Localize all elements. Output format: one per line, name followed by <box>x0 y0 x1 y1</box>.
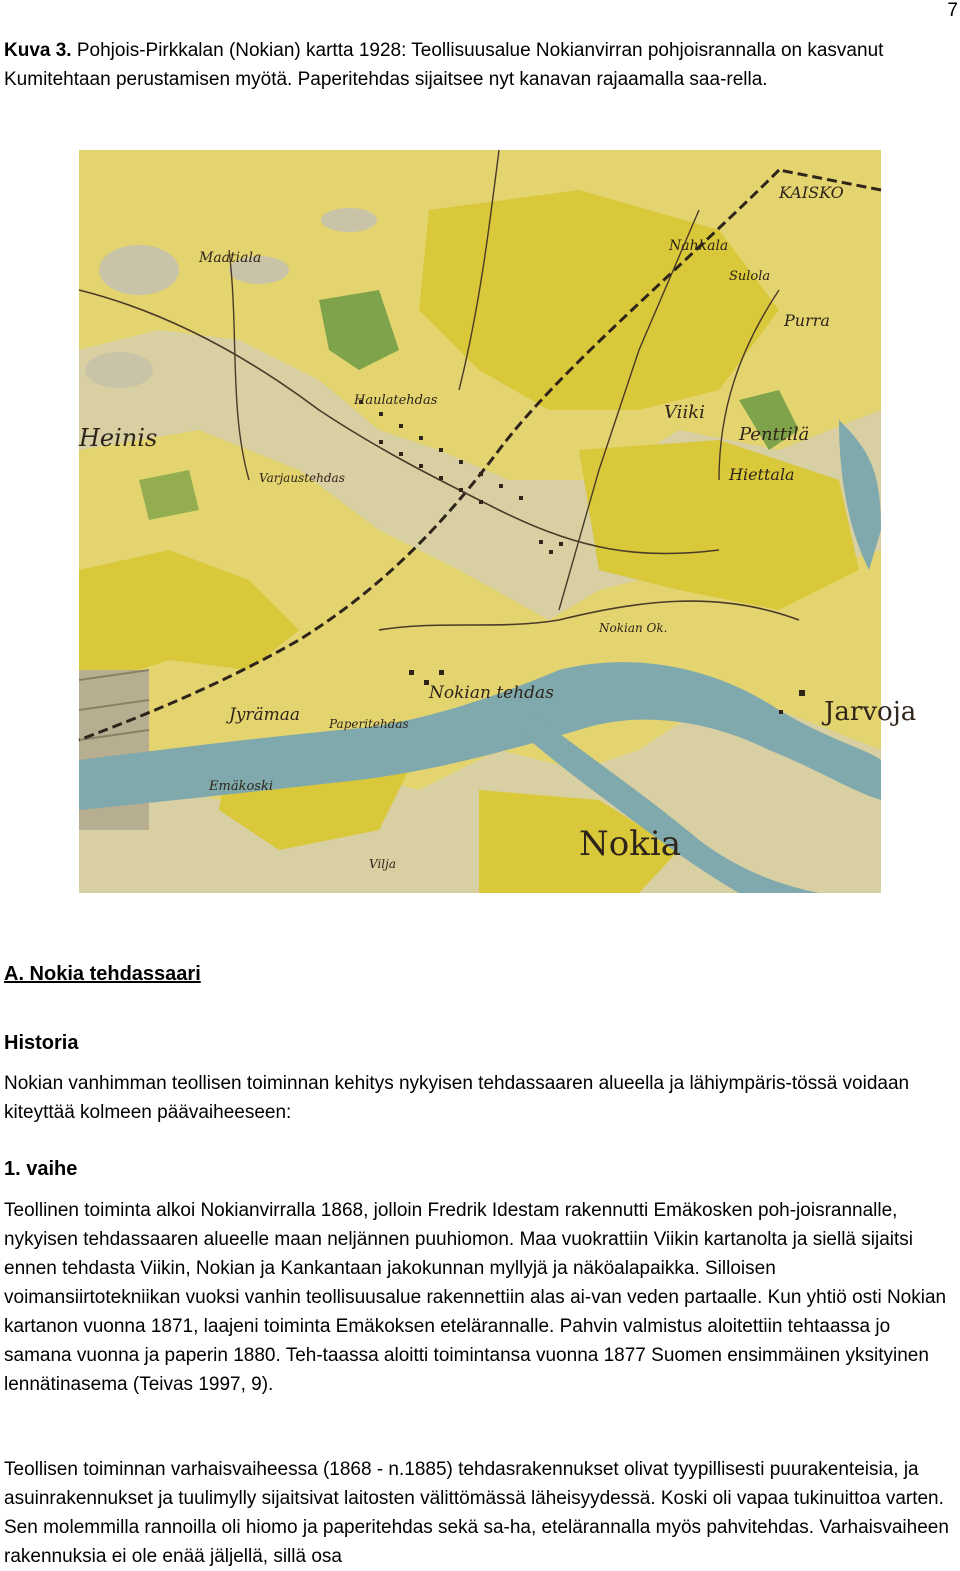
map-label-maatiala: Maatiala <box>199 250 262 266</box>
map-label-viikin: Jarvoja <box>824 697 917 727</box>
map-label-kaisko: KAISKO <box>779 183 844 202</box>
page-number: 7 <box>947 0 958 21</box>
map-label-nokian-tehdas: Nokian tehdas <box>429 683 554 703</box>
map-label-paperitehdas: Paperitehdas <box>329 717 409 731</box>
map-label-nokia: Nokia <box>579 824 681 864</box>
map-label-varjaustehdas: Varjaustehdas <box>259 471 345 485</box>
caption-text: Pohjois-Pirkkalan (Nokian) kartta 1928: Teollisuusalue Nokianvirran pohjoisrannalla on kasvanut Kumitehtaan perustamisen myötä. Paperitehdas sijaitsee nyt kanavan rajaamalla saa-rella. <box>4 40 884 90</box>
intro-paragraph: Nokian vanhimman teollisen toiminnan kehitys nykyisen tehdassaaren alueella ja lähiympäris-tössä voidaan kiteyttää kolmeen päävaiheeseen: <box>4 1073 910 1123</box>
section-heading-a: A. Nokia tehdassaari <box>4 963 201 985</box>
map-label-emakoski: Emäkoski <box>209 779 273 794</box>
phase-1-heading: 1. vaihe <box>4 1158 78 1180</box>
map-label-jarvoja: Heinis <box>79 424 158 452</box>
map-label-hiettala: Hiettala <box>729 465 795 484</box>
map-label-kk: Vilja <box>369 857 397 871</box>
map-label-nokian-ok: Nokian Ok. <box>599 621 668 635</box>
phase-1-paragraph-1: Teollinen toiminta alkoi Nokianvirralla 1868, jolloin Fredrik Idestam rakennutti Emäkosken poh-joisrannalle, nykyisen tehdassaaren alueelle maan neljännen puuhiomon. Maa vuokrattiin Viikin kartanolta ja siellä sijaitsi ennen tehdasta Viikin, Nokian ja Kankantaan jakokunnan myllyjä ja näköalapaikka. Silloisen voimansiirtotekniikan vuoksi vanhin teollisuusalue rakennettiin alas ai-van veden partaalle. Kun yhtiö osti Nokian kartanon vuonna 1871, laajeni toiminta Emäkoksen etelärannalle. Pahvin valmistus aloitettiin tehtaassa jo samana vuonna ja paperin 1880. Teh-taassa aloitti toimintansa vuonna 1877 Suomen ensimmäinen yksityinen lennätinasema (Teivas 1997, 9). <box>4 1200 947 1395</box>
map-label-purra: Purra <box>784 311 830 330</box>
phase-1-paragraph-2: Teollisen toiminnan varhaisvaiheessa (1868 - n.1885) tehdasrakennukset olivat tyypillisesti puurakenteisia, ja asuinrakennukset ja tuulimylly sijaitsivat laitosten välittömässä läheisyydessä. Koski oli vapaa tukinuittoa varten. Sen molemmilla rannoilla oli hiomo ja paperitehdas sekä sa-ha, etelärannalla myös pahvitehdas. Varhaisvaiheen rakennuksia ei ole enää jäljellä, sillä osa <box>4 1459 949 1567</box>
caption-label: Kuva 3. <box>4 40 72 61</box>
section-heading-history: Historia <box>4 1032 79 1054</box>
map-label-viiki: Viiki <box>664 402 705 423</box>
historical-map-image <box>79 150 917 893</box>
figure-caption <box>4 36 952 94</box>
map-label-jyramaa: Jyrämaa <box>229 705 301 725</box>
map-label-penttila: Penttilä <box>739 424 810 445</box>
map-label-nahkala: Nahkala <box>669 238 729 254</box>
map-label-sulola: Sulola <box>729 269 771 284</box>
map-label-haulatehdas: Haulatehdas <box>354 393 438 408</box>
